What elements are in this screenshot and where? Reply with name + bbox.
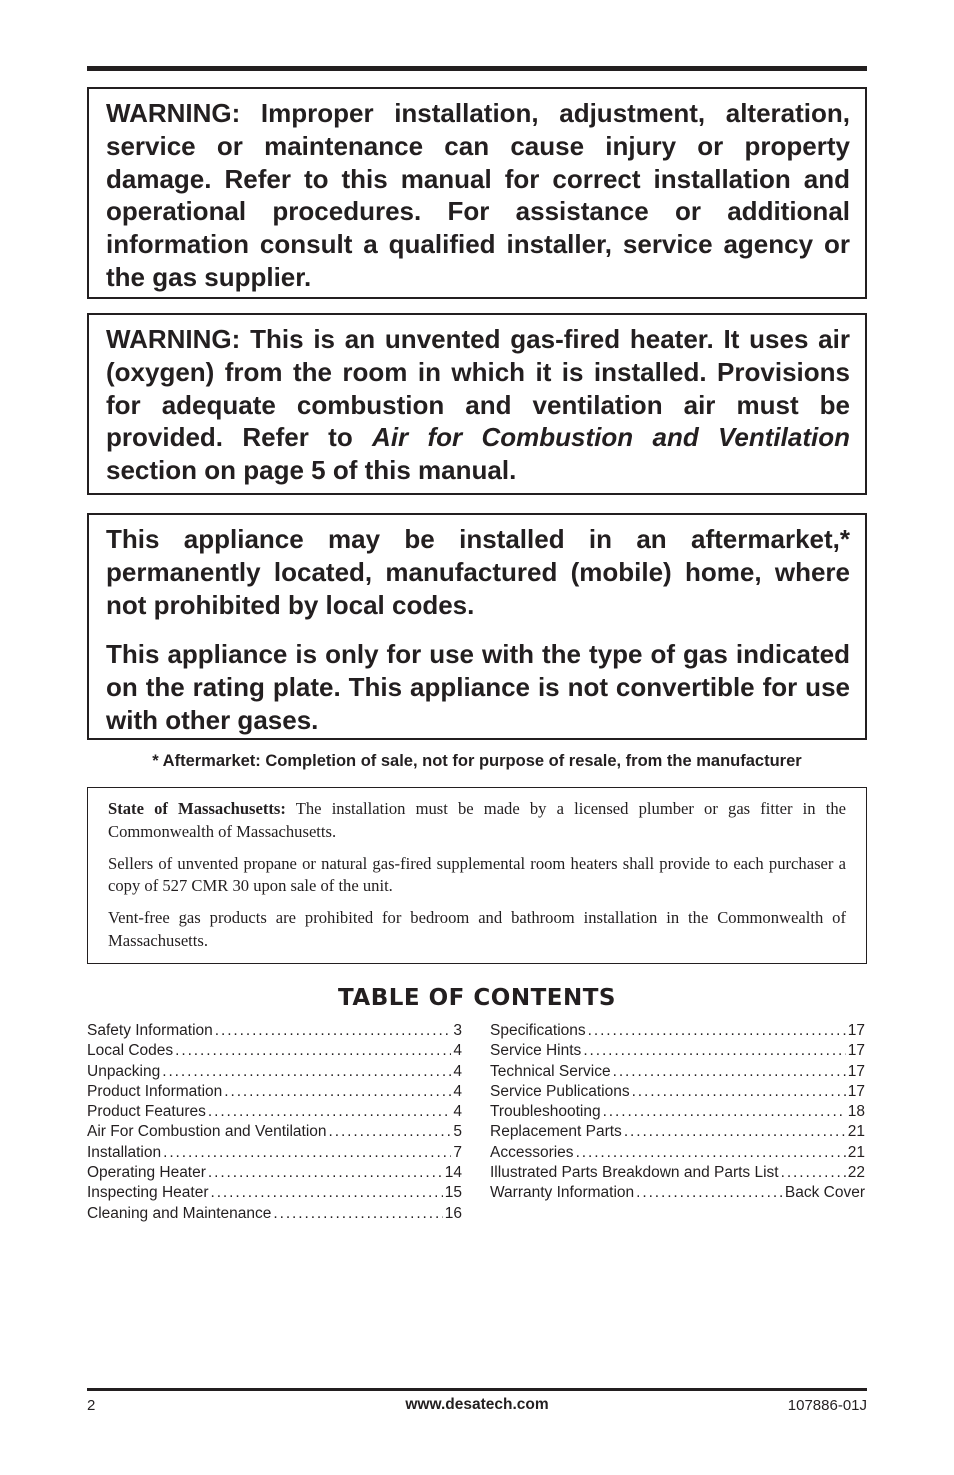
toc-title: TABLE OF CONTENTS <box>338 985 616 1011</box>
toc-entry-page: 17 <box>847 1042 865 1060</box>
website-link[interactable]: www.desatech.com <box>405 1396 549 1413</box>
toc-entry-page: 4 <box>453 1062 462 1080</box>
toc-dot-leader <box>329 1122 452 1142</box>
toc-entry[interactable] <box>490 1163 865 1183</box>
toc-entry[interactable] <box>87 1082 462 1102</box>
page-number: 2 <box>87 1397 96 1414</box>
warning-unvented-main: WARNING: This is an unvented gas-fired heater. It uses air (oxygen) from the room in which it is installed. Provisions for adequate combustion and ventilation air must be provided. Refer to <box>106 324 850 453</box>
massachusetts-p1 <box>108 798 846 843</box>
toc-entry-page: 17 <box>847 1022 865 1039</box>
toc-entry-page: 17 <box>847 1082 865 1100</box>
toc-entry-label: Illustrated Parts Breakdown and Parts List <box>490 1164 779 1182</box>
toc-right-column <box>490 1021 865 1204</box>
notice-gas-type-text: This appliance is only for use with the type of gas indicated on the rating plate. This appliance is not convertible for use with other gases. <box>106 639 850 735</box>
toc-dot-leader <box>224 1082 451 1102</box>
massachusetts-p3: Vent-free gas products are prohibited for bedroom and bathroom installation in the Commonwealth of Massachusetts. <box>108 908 846 950</box>
toc-entry[interactable] <box>87 1041 462 1061</box>
toc-dot-leader <box>163 1143 451 1163</box>
toc-dot-leader <box>588 1021 846 1041</box>
toc-entry[interactable] <box>490 1143 865 1163</box>
toc-entry-page: 4 <box>453 1082 462 1100</box>
toc-entry[interactable] <box>87 1183 462 1203</box>
toc-entry[interactable] <box>87 1021 462 1041</box>
toc-entry-label: Cleaning and Maintenance <box>87 1204 272 1222</box>
toc-dot-leader <box>603 1102 846 1122</box>
toc-entry-label: Inspecting Heater <box>87 1184 209 1202</box>
toc-entry-page: 21 <box>847 1123 865 1141</box>
aftermarket-footnote: * Aftermarket: Completion of sale, not for purpose of resale, from the manufacturer <box>152 752 802 770</box>
toc-entry-page: Back Cover <box>784 1184 865 1202</box>
toc-dot-leader <box>273 1204 442 1224</box>
toc-entry-label: Local Codes <box>87 1042 174 1060</box>
toc-entry-label: Service Publications <box>490 1082 630 1100</box>
toc-dot-leader <box>211 1183 443 1203</box>
massachusetts-p1-text: The installation must be made by a licensed plumber or gas fitter in the Commonwealth of Massachusetts. <box>108 799 846 841</box>
toc-entry-label: Installation <box>87 1143 162 1161</box>
toc-entry-label: Troubleshooting <box>490 1103 601 1121</box>
warning-box-unvented <box>87 313 867 495</box>
toc-dot-leader <box>175 1041 451 1061</box>
toc-entry-label: Technical Service <box>490 1062 611 1080</box>
toc-entry-page: 17 <box>847 1062 865 1080</box>
warning-box-installation <box>87 87 867 299</box>
massachusetts-p2: Sellers of unvented propane or natural gas-fired supplemental room heaters shall provide to each purchaser a copy of 527 CMR 30 upon sale of the unit. <box>108 853 846 895</box>
massachusetts-lead: State of Massachusetts: <box>108 799 286 818</box>
toc-entry[interactable] <box>490 1183 865 1203</box>
toc-left-column <box>87 1021 462 1224</box>
toc-entry[interactable] <box>490 1062 865 1082</box>
toc-entry-page: 22 <box>847 1164 865 1182</box>
toc-entry-page: 5 <box>453 1123 462 1141</box>
toc-entry-label: Product Features <box>87 1103 206 1121</box>
toc-dot-leader <box>215 1021 452 1041</box>
toc-dot-leader <box>624 1122 846 1142</box>
toc-entry[interactable] <box>490 1122 865 1142</box>
toc-entry-page: 21 <box>847 1143 865 1161</box>
notice-box-appliance <box>87 513 867 740</box>
warning-installation-text: WARNING: Improper installation, adjustment, alteration, service or maintenance can cause injury or property damage. Refer to this manual for correct installation and operational procedures. For assistance or additional information consult a qualified installer, service agency or the gas supplier. <box>106 98 850 292</box>
warning-unvented-tail: section on page 5 of this manual. <box>106 455 517 486</box>
toc-entry[interactable] <box>490 1102 865 1122</box>
toc-entry-page: 7 <box>453 1143 462 1161</box>
toc-entry-page: 15 <box>444 1184 462 1202</box>
toc-dot-leader <box>162 1062 451 1082</box>
toc-entry-page: 18 <box>847 1103 865 1121</box>
toc-entry-label: Specifications <box>490 1022 586 1039</box>
toc-entry-label: Unpacking <box>87 1062 161 1080</box>
warning-unvented-section-ref: Air for Combustion and Ventilation <box>372 422 850 453</box>
toc-entry-label: Replacement Parts <box>490 1123 622 1141</box>
toc-entry[interactable] <box>490 1021 865 1041</box>
toc-entry-label: Warranty Information <box>490 1184 635 1202</box>
toc-dot-leader <box>613 1062 846 1082</box>
toc-entry-label: Accessories <box>490 1143 574 1161</box>
toc-entry[interactable] <box>87 1143 462 1163</box>
toc-entry[interactable] <box>490 1041 865 1061</box>
warning-unvented-text <box>106 323 850 487</box>
toc-entry[interactable] <box>87 1163 462 1183</box>
toc-entry[interactable] <box>490 1082 865 1102</box>
toc-dot-leader <box>632 1082 846 1102</box>
toc-dot-leader <box>636 1183 783 1203</box>
toc-entry-label: Service Hints <box>490 1042 582 1060</box>
top-rule <box>87 66 867 71</box>
toc-entry[interactable] <box>87 1062 462 1082</box>
toc-dot-leader <box>208 1163 443 1183</box>
toc-entry-page: 3 <box>453 1022 462 1039</box>
toc-dot-leader <box>583 1041 845 1061</box>
toc-entry-label: Air For Combustion and Ventilation <box>87 1123 327 1141</box>
toc-dot-leader <box>208 1102 451 1122</box>
toc-entry-page: 16 <box>444 1204 462 1222</box>
toc-entry-label: Operating Heater <box>87 1164 206 1182</box>
toc-entry-page: 4 <box>453 1103 462 1121</box>
document-number: 107886-01J <box>787 1397 867 1414</box>
bottom-rule <box>87 1388 867 1391</box>
toc-entry-label: Product Information <box>87 1082 223 1100</box>
toc-dot-leader <box>576 1143 846 1163</box>
massachusetts-notice <box>87 787 867 964</box>
toc-entry[interactable] <box>87 1204 462 1224</box>
notice-aftermarket-text: This appliance may be installed in an aftermarket,* permanently located, manufactured (mobile) home, where not prohibited by local codes. <box>106 524 850 620</box>
toc-entry[interactable] <box>87 1102 462 1122</box>
toc-entry-page: 14 <box>444 1164 462 1182</box>
toc-entry-page: 4 <box>453 1042 462 1060</box>
toc-dot-leader <box>781 1163 846 1183</box>
toc-entry-label: Safety Information <box>87 1022 213 1039</box>
toc-entry[interactable] <box>87 1122 462 1142</box>
